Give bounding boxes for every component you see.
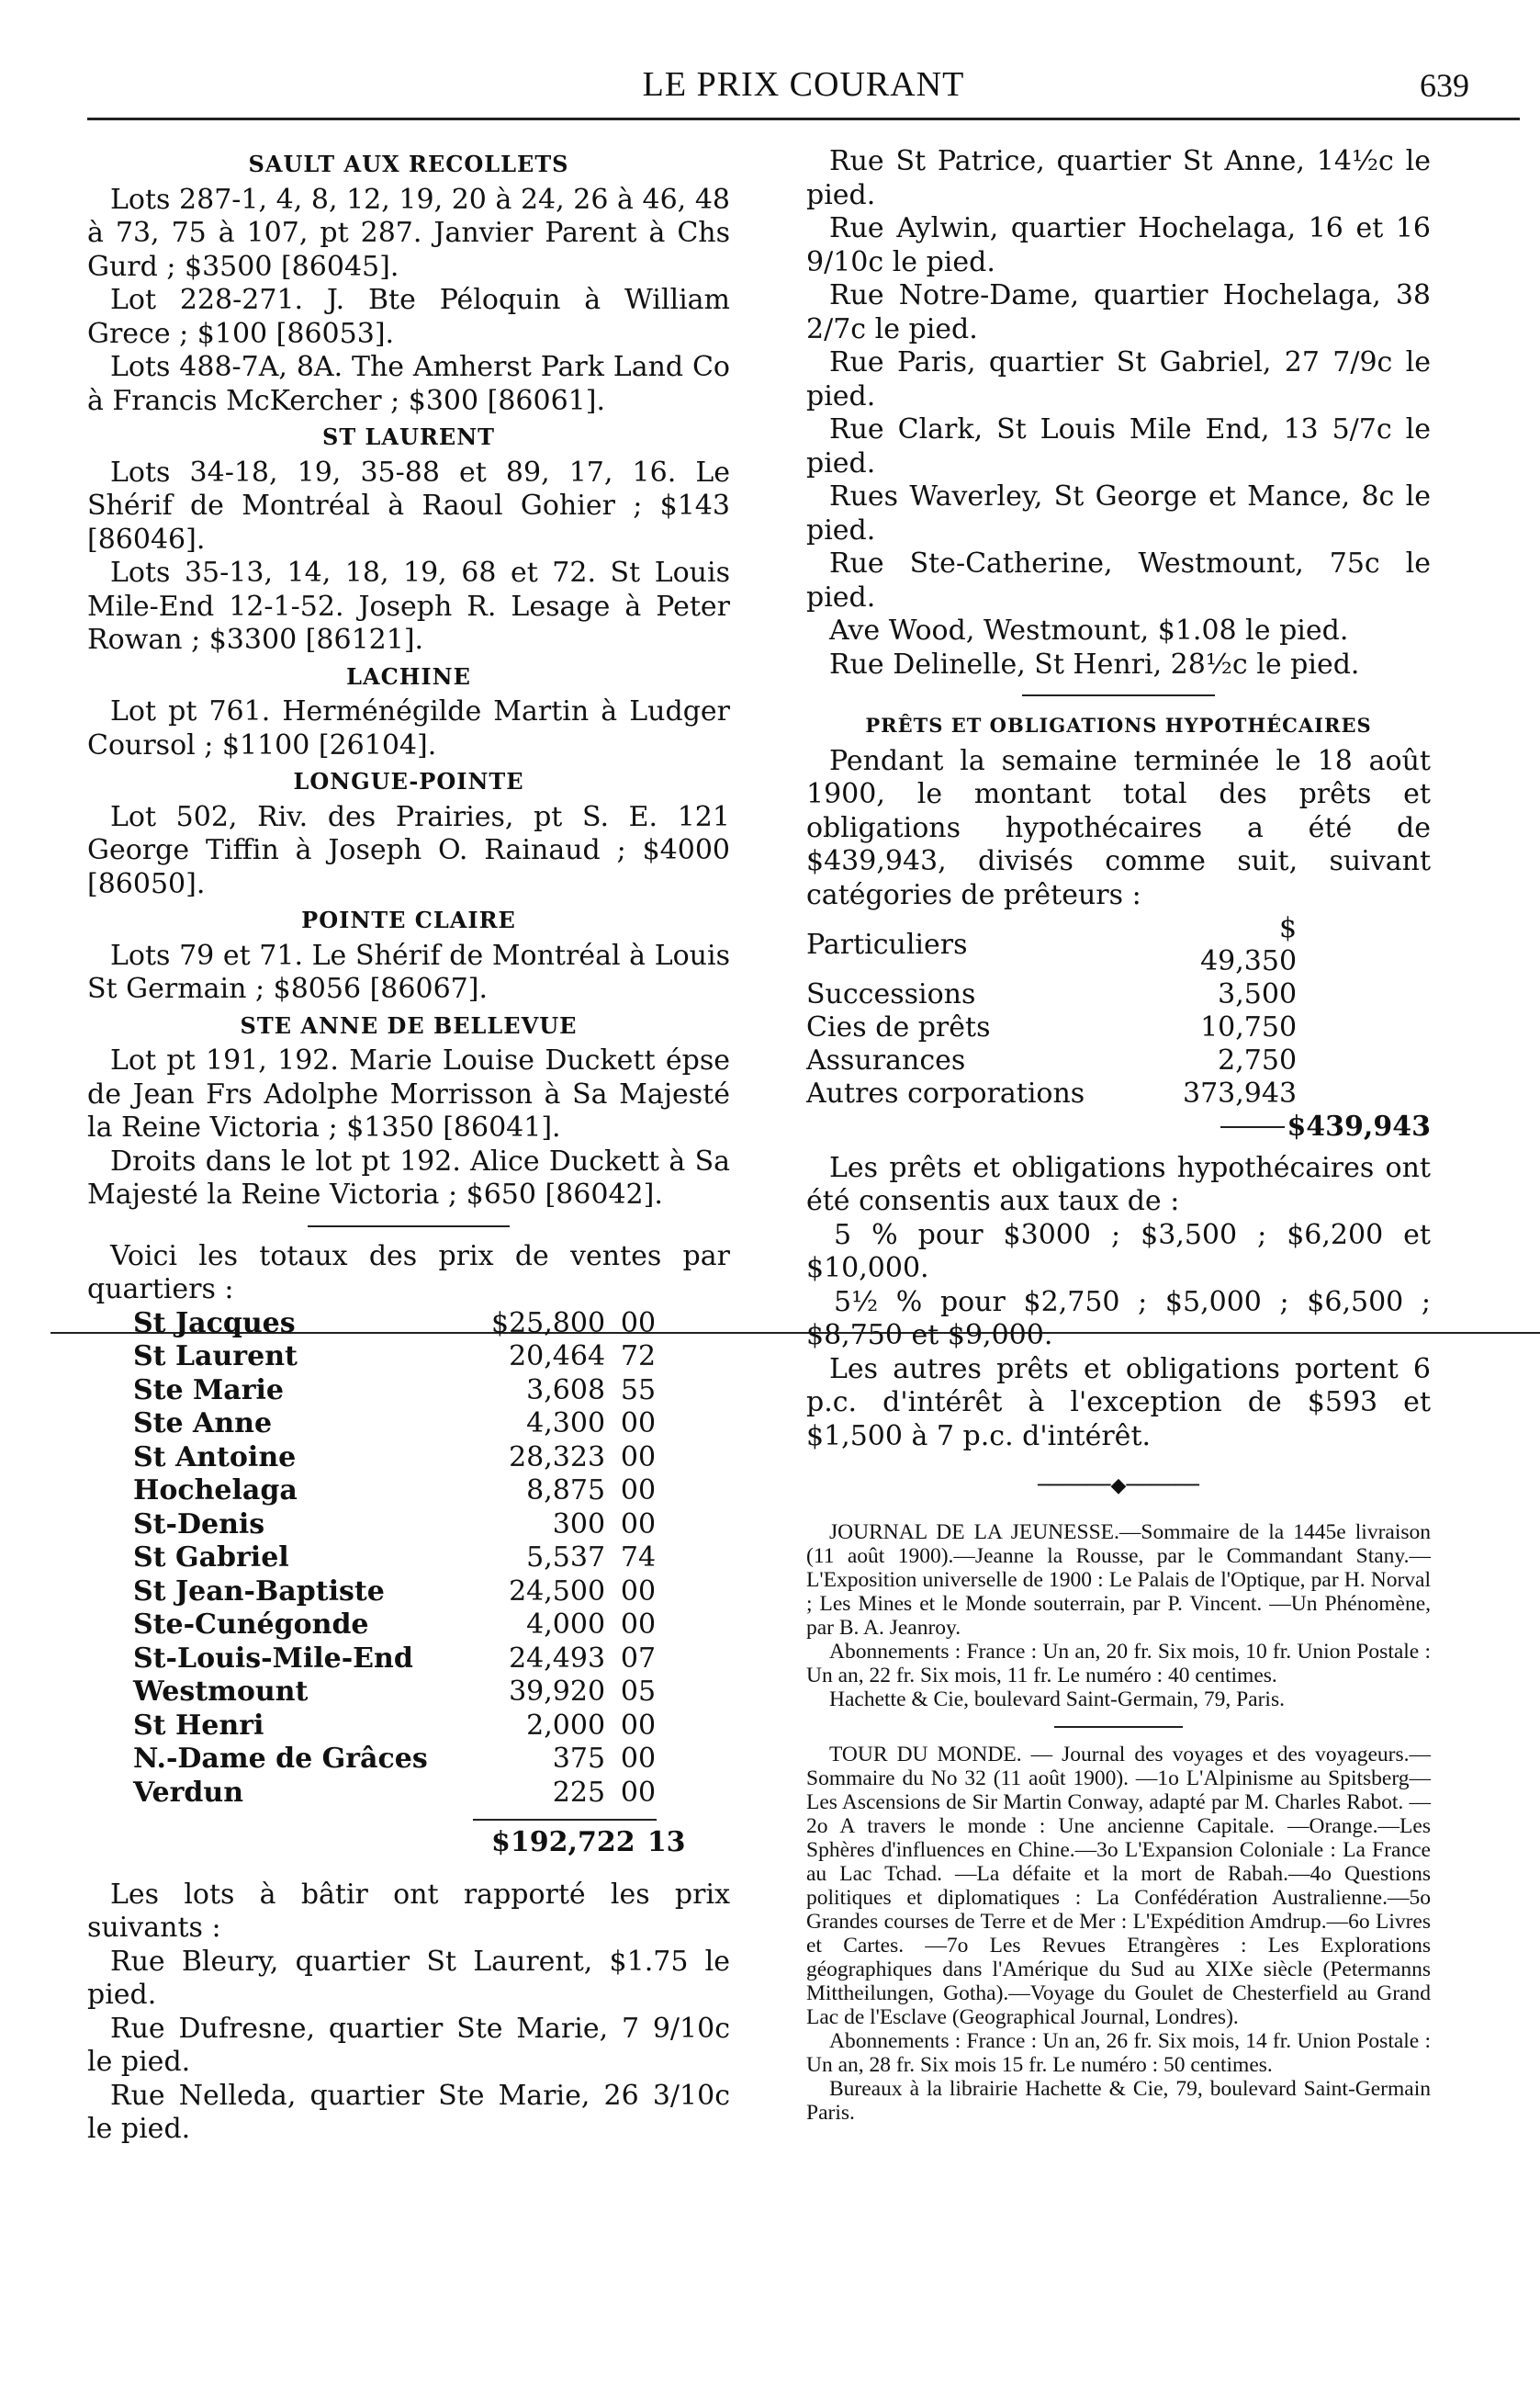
totals-row <box>87 1575 656 1609</box>
quarter-name: Verdun <box>133 1776 244 1809</box>
sale-entry: Lot 502, Riv. des Prairies, pt S. E. 121 George Tiffin à Joseph O. Rainaud ; $4000 [86050]. <box>87 800 730 900</box>
quarter-name: Hochelaga <box>133 1474 298 1506</box>
loans-total-row <box>806 1111 1431 1145</box>
quarter-name: Ste Marie <box>133 1373 284 1406</box>
totals-sum-row <box>87 1826 686 1860</box>
sale-entry: Lots 287-1, 4, 8, 12, 19, 20 à 24, 26 à 46, 48 à 73, 75 à 107, pt 287. Janvier Parent à Chs Gurd ; $3500 [86045]. <box>87 183 730 283</box>
quarter-amount: 4,000 <box>526 1608 606 1641</box>
loan-row <box>806 912 1297 978</box>
tour-text: TOUR DU MONDE. — Journal des voyages et des voyageurs.—Sommaire du No 32 (11 août 1900). —1o L'Alpinisme au Spitsberg—Les Ascensions de Sir Martin Conway, adapté par M. Charles Rabot. —2o A travers le monde : Une ancienne Capitale. —Orange.—Les Sphères d'influences en Chine.—3o L'Expansion Coloniale : La France au Lac Tchad. —La défaite et la mort de Rabah.—4o Questions politiques et diplomatiques : La Confédération Australienne.—5o Grandes courses de Terre et de Mer : L'Expédition Amdrup.—6o Livres et Cartes. —7o Les Revues Etrangères : Les Explorations géographiques dans l'Amérique du Sud au XIXe siècle (Petermanns Mittheilungen, Gotha).—Voyage du Goulet de Chesterfield au Grand Lac de l'Esclave (Geographical Journal, Londres). <box>806 1742 1431 2029</box>
sum-rule <box>473 1819 657 1821</box>
totals-row <box>87 1374 656 1408</box>
quarter-cents: 00 <box>620 1743 657 1775</box>
loans-heading: PRÊTS ET OBLIGATIONS HYPOTHÉCAIRES <box>865 714 1372 737</box>
quarter-cents: 00 <box>620 1306 657 1339</box>
lot-price: Rue Clark, St Louis Mile End, 13 5/7c le pied. <box>806 413 1431 480</box>
totals-row <box>87 1407 656 1441</box>
lot-price: Rue Aylwin, quartier Hochelaga, 16 et 16 9/10c le pied. <box>806 212 1431 278</box>
lender-amount: $ 49,350 <box>1200 912 1298 977</box>
journal-publisher: Hachette & Cie, boulevard Saint-Germain, 79, Paris. <box>829 1687 1285 1711</box>
lots-intro: Les lots à bâtir ont rapporté les prix suivants : <box>87 1878 730 1944</box>
quarter-amount: 8,875 <box>526 1474 606 1506</box>
sale-entry: Lot 228-271. J. Bte Péloquin à William Grece ; $100 [86053]. <box>87 284 730 350</box>
sale-entry: Lots 488-7A, 8A. The Amherst Park Land Co à Francis McKercher ; $300 [86061]. <box>87 351 730 417</box>
sale-entry: Droits dans le lot pt 192. Alice Duckett à Sa Majesté la Reine Victoria ; $650 [86042]. <box>87 1145 730 1211</box>
lender-amount: 10,750 <box>1200 1011 1298 1044</box>
section-heading: SAULT AUX RECOLLETS <box>248 151 569 177</box>
total-dash <box>1220 1126 1285 1128</box>
quarter-amount: 300 <box>552 1507 606 1540</box>
quarter-amount: 24,500 <box>509 1574 606 1608</box>
loans-intro: Pendant la semaine terminée le 18 août 1900, le montant total des prêts et obligations hypothécaires a été de $439,943, divisés comme suit, suivant catégories de prêteurs : <box>806 744 1431 911</box>
totals-intro: Voici les totaux des prix de ventes par quartiers : <box>87 1239 730 1305</box>
sale-entry: Lot pt 191, 192. Marie Louise Duckett épse de Jean Frs Adolphe Morrisson à Sa Majesté la Reine Victoria ; $1350 [86041]. <box>87 1044 730 1144</box>
lot-price: Ave Wood, Westmount, $1.08 le pied. <box>829 615 1349 647</box>
lender-amount: 373,943 <box>1183 1078 1298 1110</box>
lender-category: Successions <box>806 978 976 1010</box>
quarter-cents: 00 <box>620 1608 657 1641</box>
quarter-cents: 74 <box>620 1541 657 1574</box>
lot-price: Rue Notre-Dame, quartier Hochelaga, 38 2/7c le pied. <box>806 279 1431 345</box>
header-rule <box>87 118 1520 120</box>
totals-row <box>87 1710 656 1743</box>
quarter-cents: 00 <box>620 1776 657 1809</box>
quarter-amount: 39,920 <box>509 1676 606 1708</box>
quarter-amount: 375 <box>552 1743 606 1775</box>
quarter-cents: 07 <box>620 1642 657 1675</box>
ornament-divider: ──────◆────── <box>1038 1474 1199 1497</box>
lot-price: Rue Bleury, quartier St Laurent, $1.75 le pied. <box>87 1945 730 2011</box>
quarter-name: St Antoine <box>133 1440 297 1473</box>
quarter-amount: 5,537 <box>526 1541 606 1574</box>
quarter-name: St Gabriel <box>133 1541 289 1574</box>
quarter-amount: $25,800 <box>491 1306 606 1339</box>
lot-price: Rue Ste-Catherine, Westmount, 75c le pied. <box>806 547 1431 614</box>
divider <box>1022 694 1215 696</box>
sale-entry: Lots 34-18, 19, 35-88 et 89, 17, 16. Le Shérif de Montréal à Raoul Gohier ; $143 [86046]. <box>87 456 730 556</box>
loan-row <box>806 1044 1297 1078</box>
loan-row <box>806 978 1297 1011</box>
quarter-cents: 00 <box>620 1507 657 1540</box>
journal-notice <box>806 1520 1431 1711</box>
quarter-amount: 20,464 <box>509 1340 606 1372</box>
section-heading: ST LAURENT <box>321 423 495 450</box>
section-heading: POINTE CLAIRE <box>301 907 516 933</box>
lot-price: Rues Waverley, St George et Mance, 8c le pied. <box>806 480 1431 547</box>
page-header <box>87 64 1520 119</box>
lot-price: Rue Delinelle, St Henri, 28½c le pied. <box>829 648 1360 681</box>
rates-intro: Les prêts et obligations hypothécaires ont été consentis aux taux de : <box>806 1151 1431 1217</box>
quarter-name: Ste-Cunégonde <box>133 1608 369 1641</box>
totals-row <box>87 1676 656 1710</box>
divider <box>1054 1726 1183 1728</box>
quarter-amount: 2,000 <box>526 1709 606 1742</box>
journal-subscription: Abonnements : France : Un an, 20 fr. Six mois, 10 fr. Union Postale : Un an, 22 fr. Six mois, 11 fr. Le numéro : 40 centimes. <box>806 1639 1431 1687</box>
sale-entry: Lots 35-13, 14, 18, 19, 68 et 72. St Louis Mile-End 12-1-52. Joseph R. Lesage à Peter Rowan ; $3300 [86121]. <box>87 557 730 656</box>
divider <box>308 1225 510 1227</box>
quarter-amount: 3,608 <box>526 1373 606 1406</box>
lender-amount: 3,500 <box>1218 978 1298 1010</box>
rate-line: 5 % pour $3000 ; $3,500 ; $6,200 et $10,000. <box>806 1218 1431 1284</box>
quarter-name: St Henri <box>133 1709 264 1742</box>
quarter-name: St Jacques <box>133 1306 296 1339</box>
quarter-cents: 55 <box>620 1373 657 1406</box>
sale-entry: Lot pt 761. Herménégilde Martin à Ludger Coursol ; $1100 [26104]. <box>87 695 730 762</box>
left-column <box>87 145 730 2147</box>
lender-category: Particuliers <box>806 929 968 961</box>
quarter-cents: 00 <box>620 1574 657 1608</box>
sum-amount: $192,722 <box>491 1826 635 1858</box>
quarter-amount: 225 <box>552 1776 606 1809</box>
lot-price: Rue Dufresne, quartier Ste Marie, 7 9/10c le pied. <box>87 2012 730 2078</box>
section-heading: STE ANNE DE BELLEVUE <box>240 1011 578 1039</box>
quarter-name: St Jean-Baptiste <box>133 1574 385 1608</box>
totals-row <box>87 1642 656 1676</box>
loans-table <box>806 912 1297 1111</box>
quarter-name: N.-Dame de Grâces <box>133 1743 428 1775</box>
lender-category: Autres corporations <box>806 1078 1085 1110</box>
rate-line: 5½ % pour $2,750 ; $5,000 ; $6,500 ; $8,750 et $9,000. <box>806 1285 1431 1351</box>
section-heading: LONGUE-POINTE <box>293 768 524 795</box>
quarter-cents: 00 <box>620 1474 657 1506</box>
quarter-name: St-Denis <box>133 1507 265 1540</box>
lender-category: Cies de prêts <box>806 1011 991 1044</box>
right-column <box>806 145 1431 2125</box>
rates-other: Les autres prêts et obligations portent 6 p.c. d'intérêt à l'exception de $593 et $1,500 à 7 p.c. d'intérêt. <box>806 1352 1431 1452</box>
lender-category: Assurances <box>806 1044 966 1077</box>
lender-amount: 2,750 <box>1218 1044 1298 1077</box>
sum-cents: 13 <box>646 1826 686 1858</box>
totals-row <box>87 1307 656 1341</box>
totals-row <box>87 1508 656 1542</box>
quarter-amount: 24,493 <box>509 1642 606 1675</box>
totals-row <box>87 1777 656 1811</box>
totals-row <box>87 1608 656 1642</box>
loan-row <box>806 1011 1297 1044</box>
tour-notice <box>806 1743 1431 2125</box>
totals-row <box>87 1541 656 1575</box>
quarter-name: Ste Anne <box>133 1407 273 1439</box>
lot-price: Rue St Patrice, quartier St Anne, 14½c le pied. <box>806 145 1431 211</box>
quarter-cents: 00 <box>620 1709 657 1742</box>
section-heading: LACHINE <box>346 662 471 690</box>
totals-row <box>87 1743 656 1777</box>
sale-entry: Lots 79 et 71. Le Shérif de Montréal à Louis St Germain ; $8056 [86067]. <box>87 939 730 1005</box>
page-number: 639 <box>1420 67 1469 104</box>
lot-price: Rue Nelleda, quartier Ste Marie, 26 3/10c le pied. <box>87 2079 730 2145</box>
quarter-cents: 00 <box>620 1407 657 1439</box>
sum-label <box>87 1826 491 1860</box>
quarter-name: St Laurent <box>133 1340 298 1372</box>
quarter-amount: 4,300 <box>526 1407 606 1439</box>
quarter-amount: 28,323 <box>509 1440 606 1473</box>
quarter-cents: 00 <box>620 1440 657 1473</box>
loan-row <box>806 1078 1297 1111</box>
page-title: LE PRIX COURANT <box>642 65 965 104</box>
totals-row <box>87 1441 656 1475</box>
loans-total: $439,943 <box>1287 1111 1431 1143</box>
tour-subscription: Abonnements : France : Un an, 26 fr. Six mois, 14 fr. Union Postale : Un an, 28 fr. Six mois 15 fr. Le numéro : 50 centimes. <box>806 2028 1431 2077</box>
lot-price: Rue Paris, quartier St Gabriel, 27 7/9c le pied. <box>806 346 1431 412</box>
quarter-name: St-Louis-Mile-End <box>133 1642 413 1675</box>
journal-text: JOURNAL DE LA JEUNESSE.—Sommaire de la 1445e livraison (11 août 1900).—Jeanne la Rousse, par le Commandant Stany.—L'Exposition universelle de 1900 : Le Palais de l'Optique, par H. Norval ; Les Mines et le Monde souterrain, par P. Vincent. —Un Phénomène, par B. A. Jeanroy. <box>806 1519 1431 1640</box>
quarter-name: Westmount <box>133 1676 309 1708</box>
totals-row <box>87 1340 656 1374</box>
totals-table <box>87 1307 656 1811</box>
totals-row <box>87 1474 656 1508</box>
quarter-cents: 05 <box>620 1676 657 1708</box>
quarter-cents: 72 <box>620 1340 657 1372</box>
tour-publisher: Bureaux à la librairie Hachette & Cie, 79, boulevard Saint-Germain Paris. <box>806 2076 1431 2125</box>
